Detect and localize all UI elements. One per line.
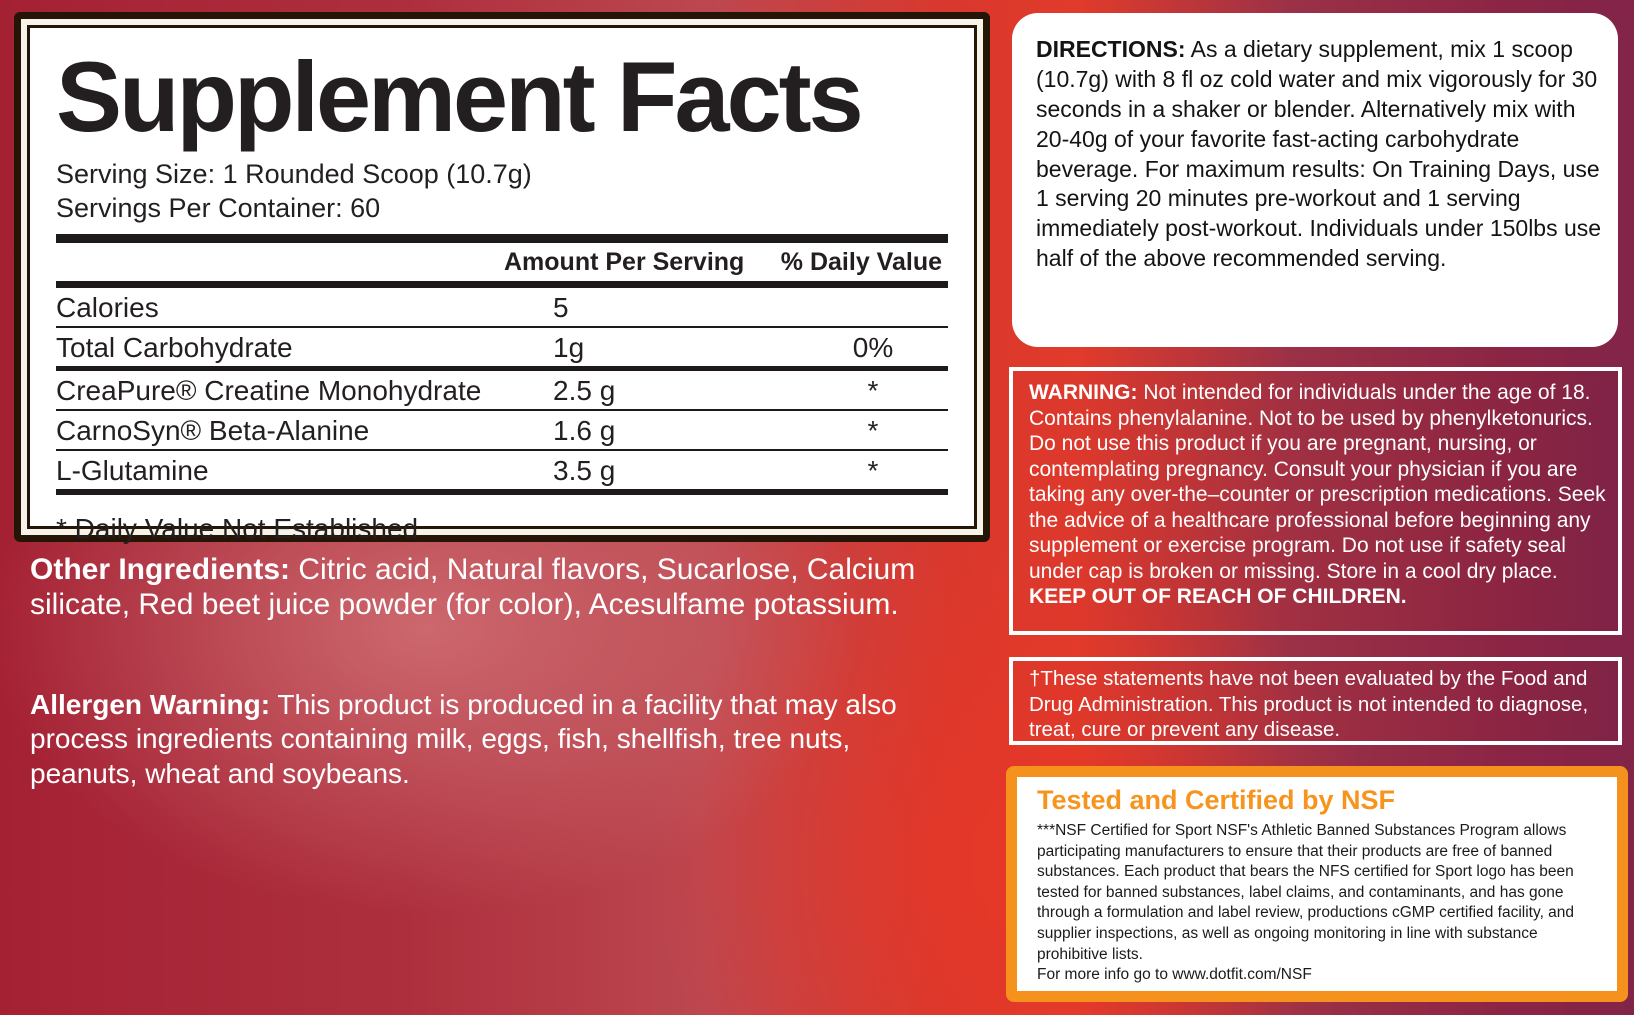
column-header-amount: Amount Per Serving xyxy=(504,248,745,277)
allergen-warning xyxy=(30,688,952,791)
nutrient-daily-value: * xyxy=(867,415,879,447)
table-header-rule xyxy=(56,281,948,288)
fda-disclaimer-panel xyxy=(1009,657,1622,745)
table-bottom-rule xyxy=(56,489,948,495)
nutrient-name: CreaPure® Creatine Monohydrate xyxy=(56,375,482,407)
fda-disclaimer-text: †These statements have not been evaluated by the Food and Drug Administration. This product is not intended to diagnose, treat, cure or prevent any disease. xyxy=(1029,667,1589,742)
directions-paragraph xyxy=(1036,35,1604,274)
nutrient-daily-value: * xyxy=(867,375,879,407)
daily-value-footnote: * Daily Value Not Established xyxy=(56,513,419,545)
nutrient-daily-value: * xyxy=(867,455,879,487)
nutrient-amount: 1.6 g xyxy=(553,415,616,447)
allergen-warning-text: This product is produced in a facility that may also process ingredients containing milk, eggs, fish, shellfish, tree nuts, peanuts, wheat and soybeans. xyxy=(30,689,897,789)
nutrient-amount: 2.5 g xyxy=(553,375,616,407)
servings-per-container: Servings Per Container: 60 xyxy=(56,193,381,224)
nutrient-amount: 3.5 g xyxy=(553,455,616,487)
nutrient-daily-value: 0% xyxy=(852,332,894,364)
column-header-daily-value: % Daily Value xyxy=(780,248,942,277)
table-row xyxy=(56,411,948,451)
warning-text: Not intended for individuals under the age of 18. Contains phenylalanine. Not to be used by phenylketonurics. Do not use this product if you are pregnant, nursing, or contemplating pregnancy. Consult your physician if you are taking any over-the–counter or prescription medications. Seek the advice of a healthcare professional before beginning any supplement or exercise program. Do not use if safety seal under cap is broken or missing. Store in a cool dry place. xyxy=(1029,381,1606,583)
nsf-more-info: For more info go to www.dotfit.com/NSF xyxy=(1037,966,1312,984)
table-row xyxy=(56,288,948,328)
allergen-warning-label: Allergen Warning: xyxy=(30,689,271,720)
other-ingredients xyxy=(30,552,948,622)
other-ingredients-text: Citric acid, Natural flavors, Sucarlose, Calcium silicate, Red beet juice powder (for color), Acesulfame potassium. xyxy=(30,553,916,622)
warning-panel xyxy=(1009,367,1622,635)
nutrient-name: Calories xyxy=(56,292,159,324)
nutrient-amount: 1g xyxy=(553,332,585,364)
nutrient-name: CarnoSyn® Beta-Alanine xyxy=(56,415,370,447)
nsf-heading: Tested and Certified by NSF xyxy=(1037,785,1396,815)
warning-paragraph xyxy=(1029,380,1606,610)
warning-label: WARNING: xyxy=(1029,381,1138,404)
nsf-body-text: ***NSF Certified for Sport NSF's Athletic Banned Substances Program allows participating manufacturers to ensure that their products are free of banned substances. Each product that bears the NFS certified for Sport logo has been tested for banned substances, label claims, and contaminants, and has gone through a formulation and label review, productions cGMP certified facility, and supplier inspections, as well as ongoing monitoring in line with substance prohibitive lists. xyxy=(1037,822,1575,963)
nutrient-amount: 5 xyxy=(553,292,569,324)
nutrient-name: L-Glutamine xyxy=(56,455,209,487)
nutrient-name: Total Carbohydrate xyxy=(56,332,293,364)
table-row xyxy=(56,451,948,489)
directions-text: As a dietary supplement, mix 1 scoop (10.7g) with 8 fl oz cold water and mix vigorously for 30 seconds in a shaker or blender. Alternatively mix with 20-40g of your favorite fast-acting carbohydrate beverage. For maximum results: On Training Days, use 1 serving 20 minutes pre-workout and 1 serving immediately post-workout. Individuals under 150lbs use half of the above recommended serving. xyxy=(1036,36,1602,272)
table-row xyxy=(56,371,948,411)
serving-size: Serving Size: 1 Rounded Scoop (10.7g) xyxy=(56,159,532,190)
nsf-certification-panel xyxy=(1006,766,1628,1002)
supplement-facts-content xyxy=(30,28,974,545)
directions-label: DIRECTIONS: xyxy=(1036,36,1186,62)
table-top-rule xyxy=(56,234,948,243)
supplement-facts-title: Supplement Facts xyxy=(56,41,861,152)
table-row xyxy=(56,328,948,371)
table-header-row xyxy=(56,243,948,281)
directions-panel xyxy=(1012,13,1618,347)
warning-emphasis: KEEP OUT OF REACH OF CHILDREN. xyxy=(1029,585,1407,608)
other-ingredients-label: Other Ingredients: xyxy=(30,553,291,586)
supplement-facts-panel xyxy=(14,12,990,545)
